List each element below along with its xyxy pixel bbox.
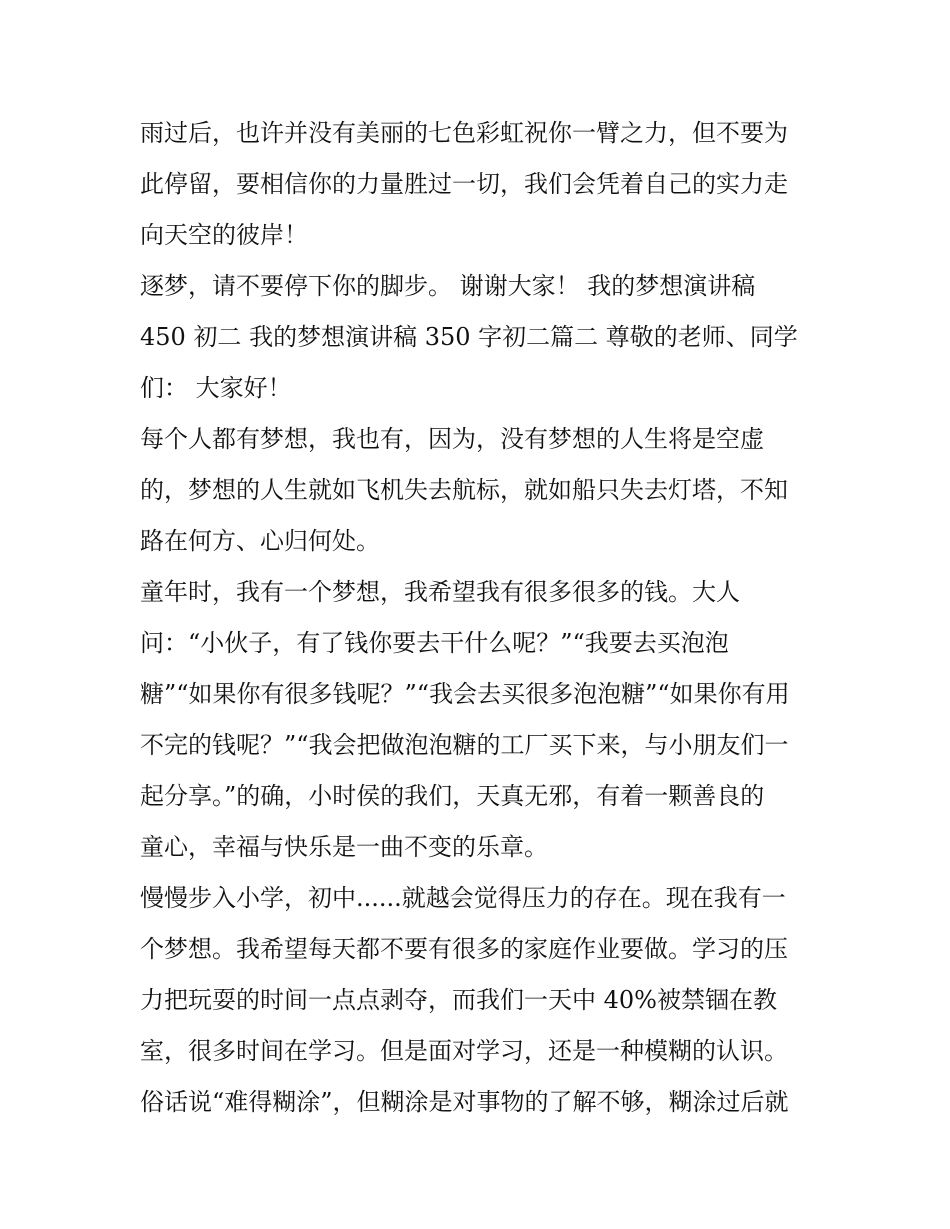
text-line-2: 此停留，要相信你的力量胜过一切，我们会凭着自己的实力走	[140, 170, 788, 198]
text-line-15: 童心，幸福与快乐是一曲不变的乐章。	[140, 833, 548, 861]
text-line-7: 每个人都有梦想，我也有，因为，没有梦想的人生将是空虚	[140, 425, 764, 453]
text-line-20: 俗话说“难得糊涂”，但糊涂是对事物的了解不够，糊涂过后就	[140, 1088, 789, 1116]
text-line-11: 问：“小伙子，有了钱你要去干什么呢？”“我要去买泡泡	[140, 629, 729, 657]
text-line-6: 们： 大家好！	[140, 374, 292, 402]
text-line-1: 雨过后，也许并没有美丽的七色彩虹祝你一臂之力，但不要为	[140, 119, 788, 147]
text-line-4: 逐梦，请不要停下你的脚步。 谢谢大家！ 我的梦想演讲稿	[140, 272, 756, 300]
text-line-17: 个梦想。我希望每天都不要有很多的家庭作业要做。学习的压	[140, 935, 788, 963]
text-line-5: 450 初二 我的梦想演讲稿 350 字初二篇二 尊敬的老师、同学	[140, 323, 798, 351]
document-body	[140, 108, 820, 1128]
text-line-12: 糖”“如果你有很多钱呢？”“我会去买很多泡泡糖”“如果你有用	[140, 680, 790, 708]
text-line-10: 童年时，我有一个梦想，我希望我有很多很多的钱。大人	[140, 578, 740, 606]
text-line-18: 力把玩耍的时间一点点剥夺，而我们一天中 40%被禁锢在教	[140, 986, 777, 1014]
text-line-19: 室，很多时间在学习。但是面对学习，还是一种模糊的认识。	[140, 1037, 788, 1065]
text-line-16: 慢慢步入小学，初中......就越会觉得压力的存在。现在我有一	[140, 884, 786, 912]
text-line-14: 起分享。”的确，小时侯的我们，天真无邪，有着一颗善良的	[140, 782, 765, 810]
text-line-3: 向天空的彼岸！	[140, 221, 308, 249]
text-line-13: 不完的钱呢？”“我会把做泡泡糖的工厂买下来，与小朋友们一	[140, 731, 789, 759]
text-line-8: 的，梦想的人生就如飞机失去航标，就如船只失去灯塔，不知	[140, 476, 788, 504]
text-line-9: 路在何方、心归何处。	[140, 527, 380, 555]
